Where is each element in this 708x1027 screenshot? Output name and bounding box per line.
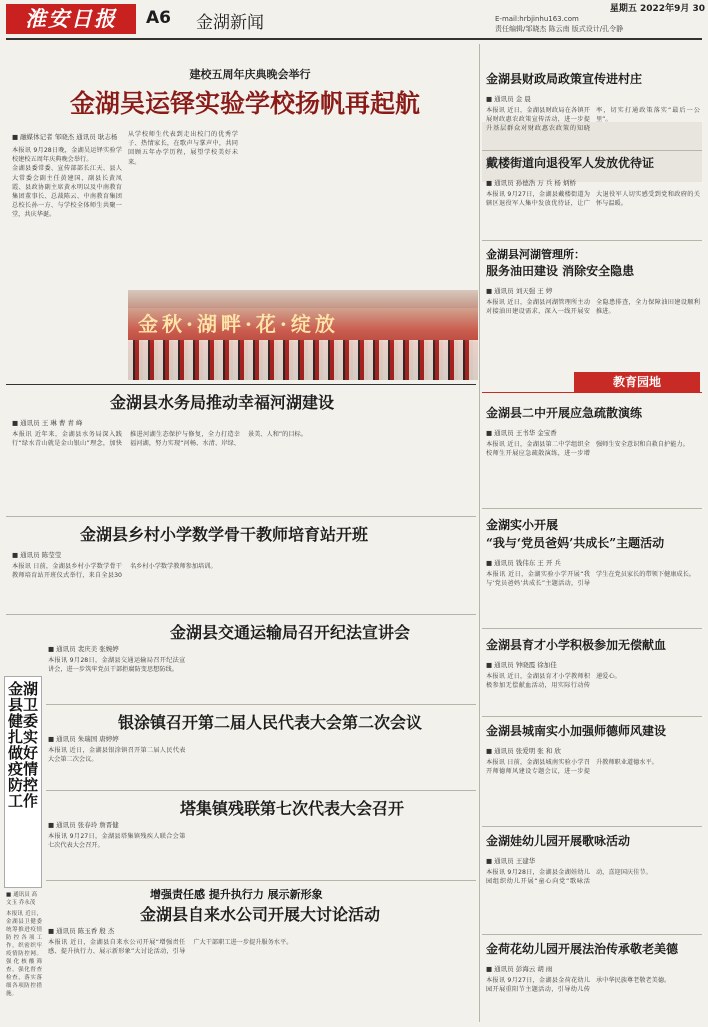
a8-body: 本报讯 9月28日，金湖县金湖娃幼儿园组织幼儿开展“童心向党”歌咏活动，喜迎国庆佳节。 bbox=[486, 869, 652, 886]
date-line: 星期五 2022年9月 30 bbox=[609, 4, 705, 14]
a9-headline: 金荷花幼儿园开展法治传承敬老美德 bbox=[486, 942, 679, 956]
a8-headline: 金湖娃幼儿园开展歌咏活动 bbox=[486, 834, 631, 848]
lead-kicker: 建校五周年庆典晚会举行 bbox=[189, 68, 311, 81]
w1-body: 本报讯 近年来，金湖县水务局深入践行“绿水青山就是金山银山”理念，加快推进河湖生态保护与修复，全力打造幸福河湖，努力实现“河畅、水清、岸绿、景美、人和”的目标。 bbox=[12, 431, 307, 448]
divider bbox=[46, 880, 476, 881]
w6-body: 本报讯 近日，金湖县自来水公司开展“增强责任感、提升执行力、展示新形象”大讨论活动，引导广大干部职工进一步提升服务水平。 bbox=[48, 939, 293, 956]
editors-line: 责任编辑/邹晓杰 陈云南 版式设计/孔令静 bbox=[495, 25, 624, 33]
a4-body: 本报讯 近日，金湖县第二中学组织全校师生开展应急疏散演练，进一步增强师生安全意识和自救自护能力。 bbox=[486, 441, 689, 458]
vertical-headline-box bbox=[4, 676, 42, 888]
a2-byline: ■ 通讯员 孙德浩 万 兵 杨 炳桥 bbox=[486, 178, 576, 187]
a4-byline: ■ 通讯员 王书华 金宝香 bbox=[486, 428, 557, 437]
a5-byline: ■ 通讯员 钱伟东 王 开 兵 bbox=[486, 558, 561, 567]
education-section-badge: 教育园地 bbox=[574, 372, 700, 392]
a3-kicker: 金湖县河湖管理所： bbox=[486, 248, 585, 261]
divider bbox=[46, 790, 476, 791]
w2-byline: ■ 通讯员 陈莹莹 bbox=[12, 550, 61, 559]
divider bbox=[6, 384, 476, 385]
section-title: 金湖新闻 bbox=[196, 13, 264, 33]
column-divider bbox=[479, 44, 480, 1022]
w2-body: 本报讯 日前，金湖县乡村小学数学骨干教师培育站开班仪式举行，来自全县30名乡村小学数学教师参加培训。 bbox=[12, 563, 217, 580]
a9-body: 本报讯 9月27日，金湖县金荷花幼儿园开展重阳节主题活动，引导幼儿传承中华民族尊老敬老美德。 bbox=[486, 977, 671, 994]
a1-byline: ■ 通讯员 金 晨 bbox=[486, 94, 531, 103]
lead-photo bbox=[128, 290, 478, 380]
a3-byline: ■ 通讯员 刘天强 王 婷 bbox=[486, 286, 552, 295]
lead-byline: ■ 融媒体记者 邹晓杰 通讯员 耿志杨 bbox=[12, 132, 117, 141]
a5-body: 本报讯 近日，金湖实验小学开展“我与‘党员爸妈’共成长”主题活动，引导学生在党员家长的带领下健康成长。 bbox=[486, 571, 695, 588]
divider bbox=[6, 516, 476, 517]
w5-headline: 塔集镇残联第七次代表大会召开 bbox=[180, 799, 405, 818]
a3-body: 本报讯 近日，金湖县河湖管理所主动对接油田建设需求，深入一线开展安全隐患排查，全力保障油田建设顺利推进。 bbox=[486, 299, 700, 316]
vertical-headline: 金湖县卫健委扎实做好疫情防控工作 bbox=[8, 680, 39, 810]
w4-headline: 银涂镇召开第二届人民代表大会第二次会议 bbox=[118, 713, 423, 732]
a5-kicker: 金湖实小开展 bbox=[486, 518, 559, 532]
a6-byline: ■ 通讯员 钟晓霞 徐加佳 bbox=[486, 660, 557, 669]
w3-body: 本报讯 9月28日，金湖县交通运输局召开纪法宣讲会，进一步筑牢党员干部拒腐防变思想防线。 bbox=[48, 657, 186, 674]
divider bbox=[6, 614, 476, 615]
w3-headline: 金湖县交通运输局召开纪法宣讲会 bbox=[170, 623, 411, 642]
lead-headline: 金湖吴运铎实验学校扬帆再起航 bbox=[69, 89, 420, 118]
vert-byline: ■ 通讯员 高文玉 乔永茂 bbox=[6, 890, 42, 906]
w5-byline: ■ 通讯员 张春玲 詹晋健 bbox=[48, 820, 119, 829]
a7-headline: 金湖县城南实小加强师德师风建设 bbox=[486, 724, 667, 738]
divider bbox=[46, 704, 476, 705]
masthead-rule bbox=[6, 38, 702, 40]
divider bbox=[482, 392, 702, 393]
lead-col1 bbox=[12, 146, 122, 296]
a1-body: 本报讯 近日，金湖县财政局在各镇开展财政惠农政策宣传活动，进一步提升基层群众对财政惠农政策的知晓率，切实打通政策落实“最后一公里”。 bbox=[486, 107, 700, 133]
w1-headline: 金湖县水务局推动幸福河湖建设 bbox=[110, 393, 335, 412]
divider bbox=[482, 826, 702, 827]
w4-byline: ■ 通讯员 朱瑞国 唐婷婷 bbox=[48, 734, 119, 743]
w5-body: 本报讯 9月27日，金湖县塔集镇残疾人联合会第七次代表大会召开。 bbox=[48, 833, 186, 850]
a1-headline: 金湖县财政局政策宣传进村庄 bbox=[486, 72, 643, 86]
a3-headline: 服务油田建设 消除安全隐患 bbox=[486, 264, 635, 278]
a7-body: 本报讯 日前，金湖县城南实验小学召开师德师风建设专题会议，进一步提升教师职业道德水平。 bbox=[486, 759, 658, 776]
divider bbox=[482, 934, 702, 935]
lead-para2: 金湖县委常委、宣传部部长江天、县人大常委会副主任黄建国、副县长黄凤霞、县政协副主席黄永明以及中南教育集团董事长、总裁陈云、中南教育集团总校长孙一方、与学校全体师生共聚一堂，共庆华诞。 bbox=[12, 165, 122, 219]
w4-body: 本报讯 近日，金湖县银涂镇召开第二届人民代表大会第二次会议。 bbox=[48, 747, 186, 764]
photo-performers bbox=[128, 340, 478, 380]
divider bbox=[482, 240, 702, 241]
divider bbox=[482, 716, 702, 717]
w6-kicker: 增强责任感 提升执行力 展示新形象 bbox=[150, 888, 323, 901]
w6-headline: 金湖县自来水公司开展大讨论活动 bbox=[140, 905, 381, 924]
a5-headline: “我与‘党员爸妈’共成长”主题活动 bbox=[486, 536, 665, 550]
vert-body: 本报讯 近日，金湖县卫健委统筹推进疫情防控各项工作，织密织牢疫情防控网。强化核酸筛查，强化督查检查，落实落细各项防控措施。 bbox=[6, 911, 42, 997]
w6-byline: ■ 通讯员 陈玉香 殷 杰 bbox=[48, 926, 114, 935]
divider bbox=[482, 150, 702, 151]
lead-para3: 从学校师生代表到走出校门的优秀学子、热情家长，在歌声与掌声中，共同回顾五年办学历程，展望学校美好未来。 bbox=[128, 131, 238, 166]
email-line: E-mail:hrbjinhu163.com bbox=[495, 15, 579, 23]
a8-byline: ■ 通讯员 王建华 bbox=[486, 856, 535, 865]
photo-stage-title: 金秋·湖畔·花·绽放 bbox=[138, 312, 339, 336]
lead-col2 bbox=[128, 130, 238, 280]
a4-headline: 金湖县二中开展应急疏散演练 bbox=[486, 406, 643, 420]
newspaper-logo: 淮安日报 bbox=[6, 4, 136, 34]
a7-byline: ■ 通讯员 张爱明 张 和 欣 bbox=[486, 746, 561, 755]
a2-headline: 戴楼街道向退役军人发放优待证 bbox=[486, 156, 655, 170]
a9-byline: ■ 通讯员 彭海云 胡 雨 bbox=[486, 964, 552, 973]
masthead-info bbox=[495, 4, 705, 34]
a6-body: 本报讯 近日，金湖县育才小学教师积极参加无偿献血活动，用实际行动传递爱心。 bbox=[486, 673, 621, 690]
divider bbox=[482, 628, 702, 629]
w3-byline: ■ 通讯员 裴庆美 张婉婷 bbox=[48, 644, 119, 653]
a6-headline: 金湖县育才小学积极参加无偿献血 bbox=[486, 638, 667, 652]
a2-body: 本报讯 9月27日，金湖县戴楼街道为辖区退役军人集中发放优待证，让广大退役军人切实感受到党和政府的关怀与温暖。 bbox=[486, 191, 700, 208]
lead-para1: 本报讯 9月28日晚，金湖吴运铎实验学校建校五周年庆典晚会举行。 bbox=[12, 147, 122, 164]
divider bbox=[482, 508, 702, 509]
w2-headline: 金湖县乡村小学数学骨干教师培育站开班 bbox=[80, 525, 369, 544]
w1-byline: ■ 通讯员 王 琳 曹 青 峰 bbox=[12, 418, 83, 427]
page-number: A6 bbox=[146, 8, 171, 28]
